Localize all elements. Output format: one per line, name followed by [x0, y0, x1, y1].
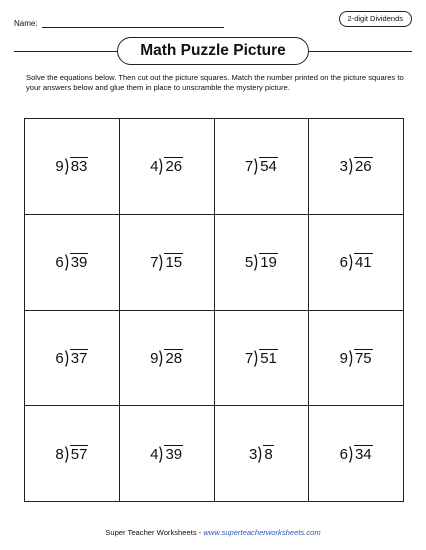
dividend: 39 — [70, 254, 88, 272]
division-problem — [245, 349, 278, 367]
dividend: 54 — [260, 158, 277, 176]
division-problem — [150, 253, 183, 271]
divisor: 6 — [339, 445, 348, 463]
divisor: 9 — [55, 158, 64, 176]
dividend: 28 — [165, 349, 183, 367]
dividend: 19 — [260, 254, 277, 272]
footer — [0, 528, 426, 537]
division-problem — [340, 445, 373, 463]
puzzle-cell — [215, 215, 310, 311]
dividend: 15 — [165, 254, 183, 272]
puzzle-cell — [120, 406, 215, 502]
division-problem — [150, 157, 183, 175]
puzzle-cell — [120, 311, 215, 407]
divisor: 4 — [150, 445, 159, 463]
puzzle-cell — [120, 119, 215, 215]
puzzle-cell — [309, 406, 404, 502]
puzzle-cell — [309, 311, 404, 407]
division-problem — [340, 253, 373, 271]
dividend: 57 — [70, 445, 88, 463]
division-problem — [55, 349, 88, 367]
divisor: 7 — [244, 158, 254, 176]
division-problem — [245, 253, 278, 271]
page-title: Math Puzzle Picture — [117, 37, 309, 65]
puzzle-cell — [25, 406, 120, 502]
dividend: 39 — [165, 445, 183, 463]
puzzle-cell — [215, 311, 310, 407]
footer-link[interactable]: www.superteacherworksheets.com — [203, 528, 321, 537]
puzzle-cell — [215, 119, 310, 215]
division-problem — [249, 445, 274, 463]
dividend: 41 — [354, 254, 372, 272]
dividend: 37 — [70, 349, 88, 367]
divisor: 6 — [55, 349, 64, 367]
division-problem — [340, 157, 373, 175]
name-label: Name: — [14, 19, 38, 28]
division-problem — [245, 157, 278, 175]
divisor: 9 — [150, 349, 159, 367]
puzzle-cell — [120, 215, 215, 311]
divisor: 6 — [339, 254, 348, 272]
puzzle-cell — [25, 215, 120, 311]
dividend: 26 — [354, 158, 372, 176]
division-problem — [55, 445, 88, 463]
dividend: 83 — [70, 158, 88, 176]
divisor: 5 — [244, 254, 254, 272]
puzzle-cell — [25, 311, 120, 407]
puzzle-cell — [25, 119, 120, 215]
level-badge: 2-digit Dividends — [339, 11, 412, 27]
puzzle-cell — [309, 119, 404, 215]
dividend: 8 — [264, 445, 273, 463]
dividend: 26 — [165, 158, 183, 176]
divisor: 6 — [55, 254, 64, 272]
division-problem — [55, 253, 88, 271]
name-line[interactable] — [42, 18, 224, 28]
division-problem — [340, 349, 373, 367]
name-field-row — [14, 18, 224, 28]
puzzle-grid — [24, 118, 404, 502]
puzzle-cell — [215, 406, 310, 502]
division-problem — [55, 157, 88, 175]
dividend: 34 — [354, 445, 372, 463]
divisor: 4 — [150, 158, 159, 176]
divisor: 7 — [150, 254, 159, 272]
divisor: 9 — [339, 349, 348, 367]
instructions: Solve the equations below. Then cut out the picture squares. Match the number printed on the picture squares to your answers below and glue them in place to unscramble the mystery picture. — [26, 73, 404, 93]
division-problem — [150, 349, 183, 367]
dividend: 75 — [354, 349, 372, 367]
footer-text: Super Teacher Worksheets - — [105, 528, 204, 537]
division-problem — [150, 445, 183, 463]
divisor: 7 — [244, 349, 254, 367]
dividend: 51 — [260, 349, 277, 367]
divisor: 8 — [55, 445, 64, 463]
puzzle-cell — [309, 215, 404, 311]
divisor: 3 — [249, 445, 258, 463]
divisor: 3 — [339, 158, 348, 176]
